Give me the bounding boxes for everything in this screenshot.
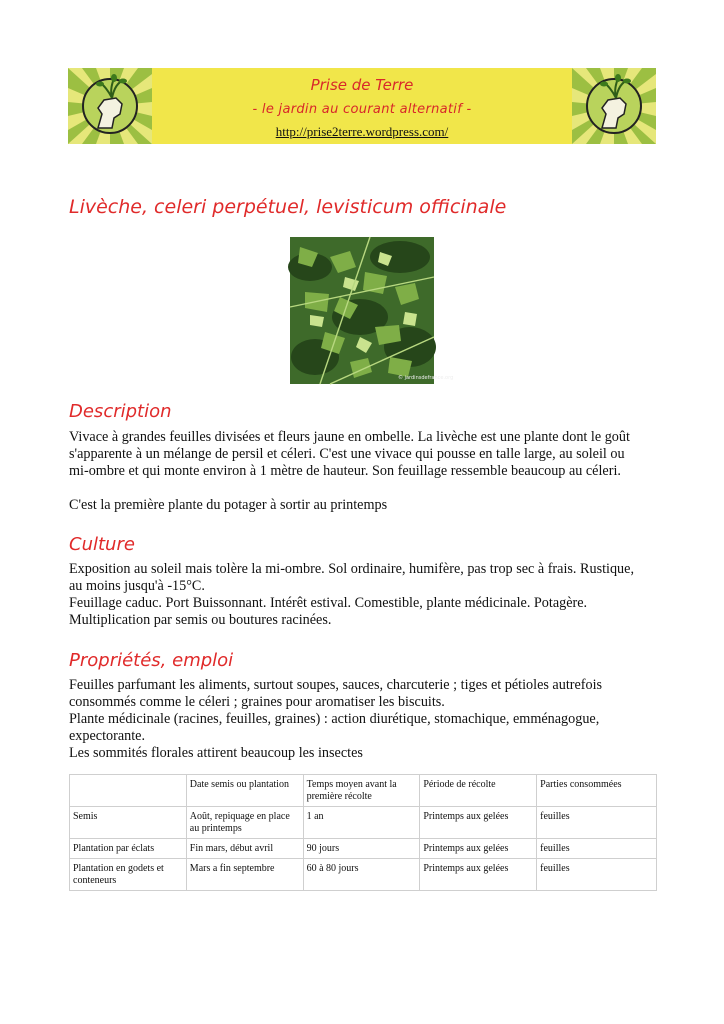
table-header-cell: Parties consommées: [537, 775, 657, 807]
text-line: Les sommités florales attirent beaucoup les insectes: [69, 745, 363, 761]
text-line: Plante médicinale (racines, feuilles, graines) : action diurétique, stomachique, emménagogue,: [69, 711, 600, 727]
photo-caption: © jardinsdefrance.org: [398, 375, 454, 381]
text-line: au moins jusqu'à -15°C.: [69, 578, 205, 594]
table-header-row: [70, 775, 657, 807]
site-url-link[interactable]: http://prise2terre.wordpress.com/: [275, 124, 449, 139]
text-line: consommés comme le céleri ; graines pour aromatiser les biscuits.: [69, 694, 445, 710]
table-cell: Semis: [70, 807, 187, 839]
table-cell: Plantation par éclats: [70, 839, 187, 859]
table-header-cell: Période de récolte: [420, 775, 537, 807]
text-line: Vivace à grandes feuilles divisées et fleurs jaune en ombelle. La livèche est une plante dont le goût: [69, 429, 630, 445]
table-cell: Printemps aux gelées: [420, 839, 537, 859]
table-row: [70, 859, 657, 891]
table-header-cell: Date semis ou plantation: [186, 775, 303, 807]
table-cell: Printemps aux gelées: [420, 807, 537, 839]
description-text: [69, 429, 659, 480]
proprietes-text: [69, 677, 659, 762]
table-cell: Printemps aux gelées: [420, 859, 537, 891]
site-subtitle: - le jardin au courant alternatif -: [252, 102, 472, 117]
text-line: Feuilles parfumant les aliments, surtout soupes, sauces, charcuterie ; tiges et pétioles autrefois: [69, 677, 603, 693]
table-row: [70, 839, 657, 859]
table-cell: feuilles: [537, 859, 657, 891]
description-heading: Description: [69, 401, 172, 422]
description-note: C'est la première plante du potager à sortir au printemps: [69, 497, 388, 513]
site-title: Prise de Terre: [310, 76, 414, 94]
cultivation-table: [69, 774, 657, 891]
table-cell: 60 à 80 jours: [303, 859, 420, 891]
table-cell: Août, repiquage en place au printemps: [186, 807, 303, 839]
table-cell: feuilles: [537, 839, 657, 859]
table-cell: Plantation en godets et conteneurs: [70, 859, 187, 891]
proprietes-heading: Propriétés, emploi: [69, 650, 234, 671]
table-cell: feuilles: [537, 807, 657, 839]
text-line: expectorante.: [69, 728, 146, 744]
table-cell: 90 jours: [303, 839, 420, 859]
text-line: Multiplication par semis ou boutures racinées.: [69, 612, 332, 628]
culture-heading: Culture: [69, 534, 135, 555]
logo-fist-plant-icon: [572, 68, 656, 144]
header-banner: [68, 68, 656, 144]
culture-text: [69, 561, 659, 629]
table-header-cell: [70, 775, 187, 807]
text-line: s'apparente à un mélange de persil et céleri. C'est une vivace qui pousse en talle large, au soleil ou: [69, 446, 625, 462]
table-header-cell: Temps moyen avant la première récolte: [303, 775, 420, 807]
table-cell: Mars a fin septembre: [186, 859, 303, 891]
text-line: Feuillage caduc. Port Buissonnant. Intérêt estival. Comestible, plante médicinale. Potagère.: [69, 595, 588, 611]
text-line: mi-ombre et qui monte environ à 1 mètre de hauteur. Son feuillage ressemble beaucoup au céleri.: [69, 463, 621, 479]
text-line: Exposition au soleil mais tolère la mi-ombre. Sol ordinaire, humifère, pas trop sec à frais. Rustique,: [69, 561, 634, 577]
lovage-photo: [290, 237, 454, 384]
table-cell: 1 an: [303, 807, 420, 839]
page-title: Livèche, celeri perpétuel, levisticum officinale: [69, 196, 507, 218]
table-row: [70, 807, 657, 839]
table-cell: Fin mars, début avril: [186, 839, 303, 859]
